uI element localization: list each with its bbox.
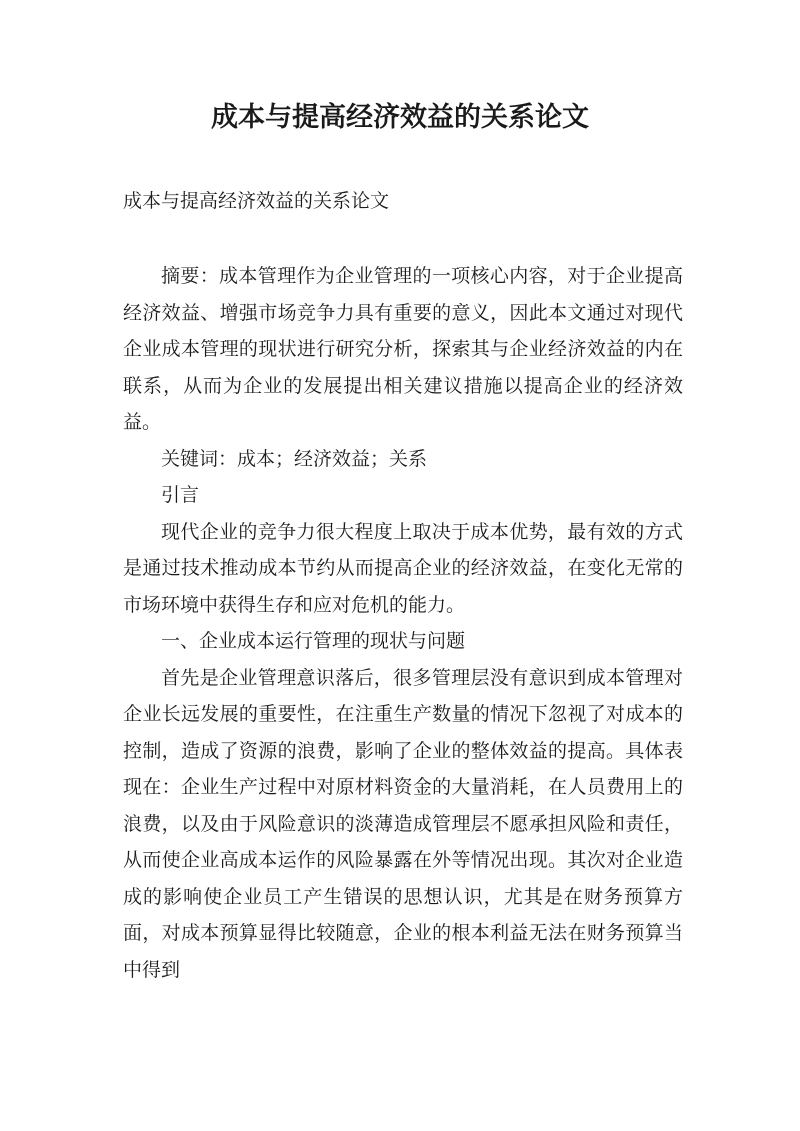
introduction-paragraph: 现代企业的竞争力很大程度上取决于成本优势，最有效的方式是通过技术推动成本节约从而提高企业的经济效益，在变化无常的市场环境中获得生存和应对危机的能力。 [123, 520, 683, 616]
document-title: 成本与提高经济效益的关系论文 [211, 102, 589, 133]
body-paragraph: 首先是企业管理意识落后，很多管理层没有意识到成本管理对企业长远发展的重要性，在注重生产数量的情况下忽视了对成本的控制，造成了资源的浪费，影响了企业的整体效益的提高。具体表现在：企业生产过程中对原材料资金的大量消耗，在人员费用上的浪费，以及由于风险意识的淡薄造成管理层不愿承担风险和责任，从而使企业高成本运作的风险暴露在外等情况出现。其次对企业造成的影响使企业员工产生错误的思想认识，尤其是在财务预算方面，对成本预算显得比较随意，企业的根本利益无法在财务预算当中得到 [123, 666, 683, 981]
document-body [123, 258, 683, 988]
keywords-paragraph: 关键词：成本；经济效益；关系 [161, 447, 428, 470]
document-subtitle: 成本与提高经济效益的关系论文 [123, 190, 390, 212]
abstract-paragraph: 摘要：成本管理作为企业管理的一项核心内容，对于企业提高经济效益、增强市场竞争力具有重要的意义，因此本文通过对现代企业成本管理的现状进行研究分析，探索其与企业经济效益的内在联系，从而为企业的发展提出相关建议措施以提高企业的经济效益。 [123, 265, 683, 433]
section-heading-introduction: 引言 [161, 484, 200, 506]
section-heading-1: 一、企业成本运行管理的现状与问题 [161, 630, 466, 652]
